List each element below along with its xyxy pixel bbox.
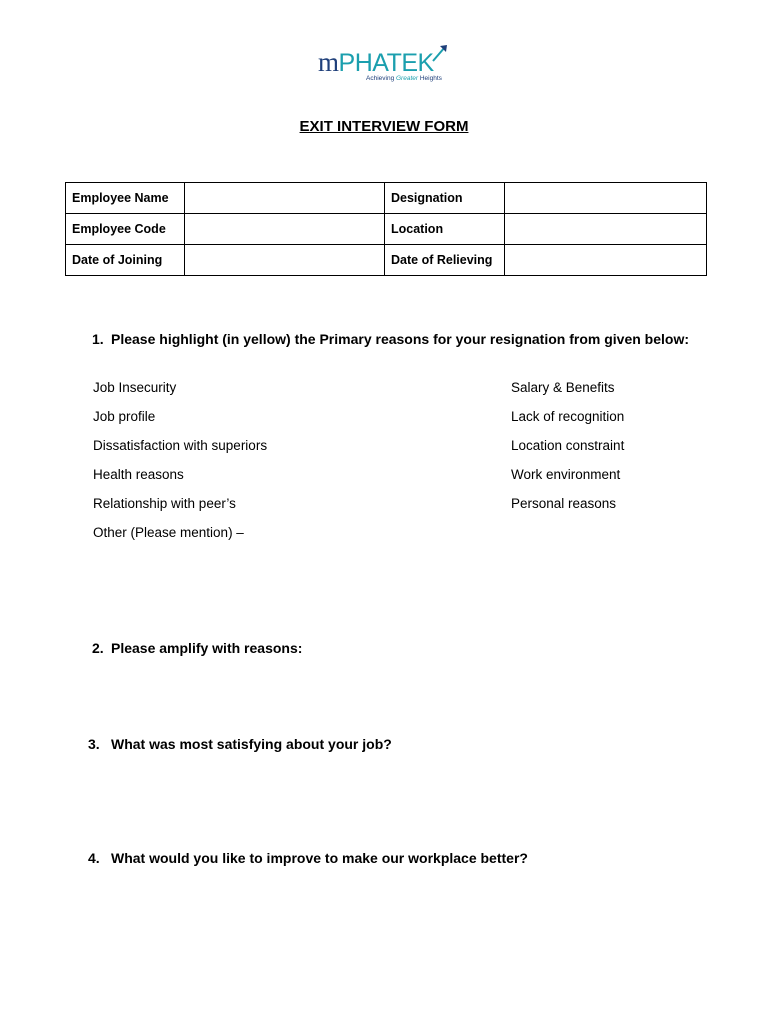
date-of-joining-field[interactable] — [185, 245, 385, 276]
logo-wordmark — [318, 48, 434, 77]
logo-tagline-pre: Achieving — [366, 75, 396, 82]
location-field[interactable] — [505, 214, 707, 245]
employee-code-field[interactable] — [185, 214, 385, 245]
question-number: 1. — [92, 331, 104, 347]
table-row — [66, 245, 707, 276]
question-text: Please highlight (in yellow) the Primary reasons for your resignation from given below: — [111, 331, 689, 347]
logo-wordmark-rest: PHATEK — [338, 49, 434, 77]
reason-lack-recognition[interactable]: Lack of recognition — [511, 409, 625, 424]
question-3 — [88, 735, 392, 753]
reason-other[interactable]: Other (Please mention) – — [93, 525, 244, 540]
employee-code-label: Employee Code — [66, 214, 185, 245]
reason-location-constraint[interactable]: Location constraint — [511, 438, 625, 453]
reason-work-environment[interactable]: Work environment — [511, 467, 621, 482]
reason-health[interactable]: Health reasons — [93, 467, 184, 482]
question-text: What was most satisfying about your job? — [111, 736, 392, 752]
question-number: 4. — [88, 850, 100, 866]
logo-tagline-post: Heights — [418, 75, 442, 82]
form-title: EXIT INTERVIEW FORM — [299, 118, 469, 135]
reason-job-insecurity[interactable]: Job Insecurity — [93, 380, 177, 395]
reason-relationship-peers[interactable]: Relationship with peer’s — [93, 496, 236, 511]
question-number: 3. — [88, 736, 100, 752]
designation-field[interactable] — [505, 183, 707, 214]
designation-label: Designation — [385, 183, 505, 214]
employee-name-label: Employee Name — [66, 183, 185, 214]
table-row — [66, 183, 707, 214]
logo-tagline-highlight: Greater — [396, 75, 419, 82]
employee-name-field[interactable] — [185, 183, 385, 214]
employee-info-table — [65, 182, 707, 276]
question-text: Please amplify with reasons: — [111, 640, 303, 656]
question-2 — [92, 639, 302, 657]
question-1 — [92, 330, 689, 348]
date-of-relieving-field[interactable] — [505, 245, 707, 276]
reason-job-profile[interactable]: Job profile — [93, 409, 156, 424]
upward-arrow-icon — [432, 44, 448, 62]
reason-dissatisfaction-superiors[interactable]: Dissatisfaction with superiors — [93, 438, 268, 453]
location-label: Location — [385, 214, 505, 245]
company-logo — [318, 42, 450, 86]
question-number: 2. — [92, 640, 104, 656]
question-text: What would you like to improve to make our workplace better? — [111, 850, 528, 866]
date-of-joining-label: Date of Joining — [66, 245, 185, 276]
question-4 — [88, 849, 528, 867]
logo-tagline — [366, 75, 442, 83]
reason-personal[interactable]: Personal reasons — [511, 496, 617, 511]
reason-salary-benefits[interactable]: Salary & Benefits — [511, 380, 615, 395]
table-row — [66, 214, 707, 245]
logo-wordmark-m: m — [318, 47, 339, 77]
date-of-relieving-label: Date of Relieving — [385, 245, 505, 276]
